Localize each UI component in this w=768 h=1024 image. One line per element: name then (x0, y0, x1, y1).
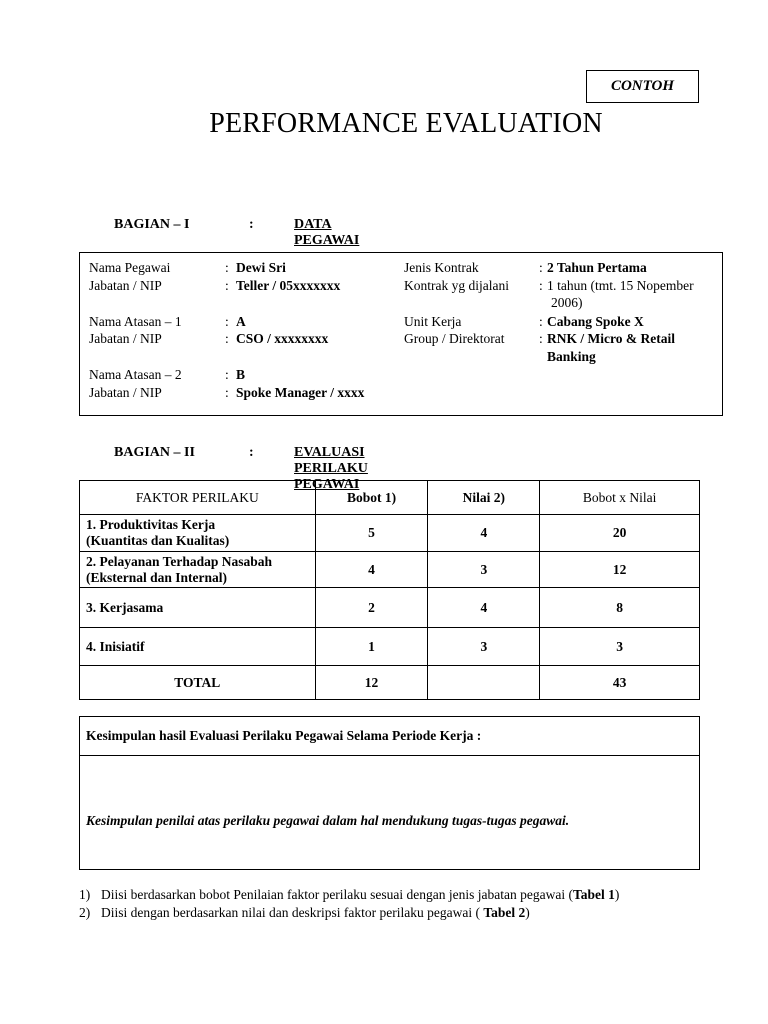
hasil-cell: 3 (540, 628, 700, 666)
field-colon: : (225, 278, 229, 293)
field-value: Spoke Manager / xxxx (236, 385, 365, 400)
table-row (80, 515, 700, 552)
field-value-cont: Banking (547, 349, 596, 364)
footnote-number: 1) (79, 887, 91, 902)
nilai-cell: 4 (428, 515, 540, 552)
footnote-number: 2) (79, 905, 91, 920)
field-label: Jenis Kontrak (404, 260, 479, 275)
hasil-cell: 8 (540, 588, 700, 628)
field-colon: : (225, 367, 229, 382)
field-value: Cabang Spoke X (547, 314, 644, 329)
total-label: TOTAL (80, 666, 316, 700)
field-value: B (236, 367, 246, 382)
part2-name: EVALUASI PERILAKU PEGAWAI (294, 445, 368, 492)
field-value-cont: 2006) (551, 295, 583, 310)
part2-label: BAGIAN – II (114, 445, 195, 460)
field-colon: : (225, 260, 229, 275)
hasil-cell: 20 (540, 515, 700, 552)
total-bobot: 12 (315, 666, 428, 700)
field-colon: : (225, 314, 229, 329)
table-row (80, 628, 700, 666)
total-nilai (428, 666, 540, 700)
nilai-cell: 3 (428, 552, 540, 588)
total-hasil: 43 (540, 666, 700, 700)
table-row (80, 552, 700, 588)
table-total-row (80, 666, 700, 700)
contoh-stamp: CONTOH (586, 70, 699, 103)
field-label: Unit Kerja (404, 314, 462, 329)
nilai-cell: 3 (428, 628, 540, 666)
field-value: A (236, 314, 246, 329)
conclusion-box (79, 716, 700, 870)
faktor-cell: 2. Pelayanan Terhadap Nasabah (Eksternal dan Internal) (80, 552, 316, 588)
field-label: Kontrak yg dijalani (404, 278, 509, 293)
column-header: Bobot 1) (315, 481, 428, 515)
footnotes (79, 886, 619, 922)
field-label: Jabatan / NIP (89, 385, 162, 400)
footnote-text: Diisi berdasarkan bobot Penilaian faktor perilaku sesuai dengan jenis jabatan pegawai (Tabel 1) (101, 887, 620, 902)
table-header-row (80, 481, 700, 515)
conclusion-heading: Kesimpulan hasil Evaluasi Perilaku Pegawai Selama Periode Kerja : (80, 717, 699, 756)
field-colon: : (539, 331, 543, 346)
employee-data-box (79, 252, 723, 416)
field-value: Teller / 05xxxxxxx (236, 278, 341, 293)
footnote-text: Diisi dengan berdasarkan nilai dan deskripsi faktor perilaku pegawai ( Tabel 2) (101, 905, 530, 920)
faktor-cell: 4. Inisiatif (80, 628, 316, 666)
field-colon: : (225, 331, 229, 346)
field-label: Jabatan / NIP (89, 278, 162, 293)
column-header: Nilai 2) (428, 481, 540, 515)
field-label: Jabatan / NIP (89, 331, 162, 346)
faktor-cell: 1. Produktivitas Kerja (Kuantitas dan Kualitas) (80, 515, 316, 552)
field-value: CSO / xxxxxxxx (236, 331, 329, 346)
field-value: 2 Tahun Pertama (547, 260, 647, 275)
page-title: PERFORMANCE EVALUATION (209, 108, 603, 139)
nilai-cell: 4 (428, 588, 540, 628)
part2-heading (114, 445, 368, 492)
faktor-cell: 3. Kerjasama (80, 588, 316, 628)
field-value: RNK / Micro & Retail (547, 331, 675, 346)
field-colon: : (539, 278, 543, 293)
field-label: Nama Atasan – 2 (89, 367, 182, 382)
column-header: FAKTOR PERILAKU (80, 481, 316, 515)
part1-name: DATA PEGAWAI (294, 217, 360, 248)
hasil-cell: 12 (540, 552, 700, 588)
table-row (80, 588, 700, 628)
bobot-cell: 4 (315, 552, 428, 588)
bobot-cell: 1 (315, 628, 428, 666)
part2-sep: : (249, 445, 254, 460)
field-value: Dewi Sri (236, 260, 286, 275)
part1-sep: : (249, 217, 254, 232)
evaluation-table (79, 480, 700, 700)
footnote (79, 886, 619, 904)
bobot-cell: 2 (315, 588, 428, 628)
field-label: Group / Direktorat (404, 331, 505, 346)
field-label: Nama Pegawai (89, 260, 171, 275)
part1-heading (114, 217, 360, 248)
conclusion-body: Kesimpulan penilai atas perilaku pegawai dalam hal mendukung tugas-tugas pegawai. (86, 813, 570, 828)
bobot-cell: 5 (315, 515, 428, 552)
footnote (79, 904, 619, 922)
field-colon: : (539, 314, 543, 329)
part1-label: BAGIAN – I (114, 217, 190, 232)
field-value: 1 tahun (tmt. 15 Nopember (547, 278, 694, 293)
field-colon: : (225, 385, 229, 400)
field-label: Nama Atasan – 1 (89, 314, 182, 329)
column-header: Bobot x Nilai (540, 481, 700, 515)
field-colon: : (539, 260, 543, 275)
